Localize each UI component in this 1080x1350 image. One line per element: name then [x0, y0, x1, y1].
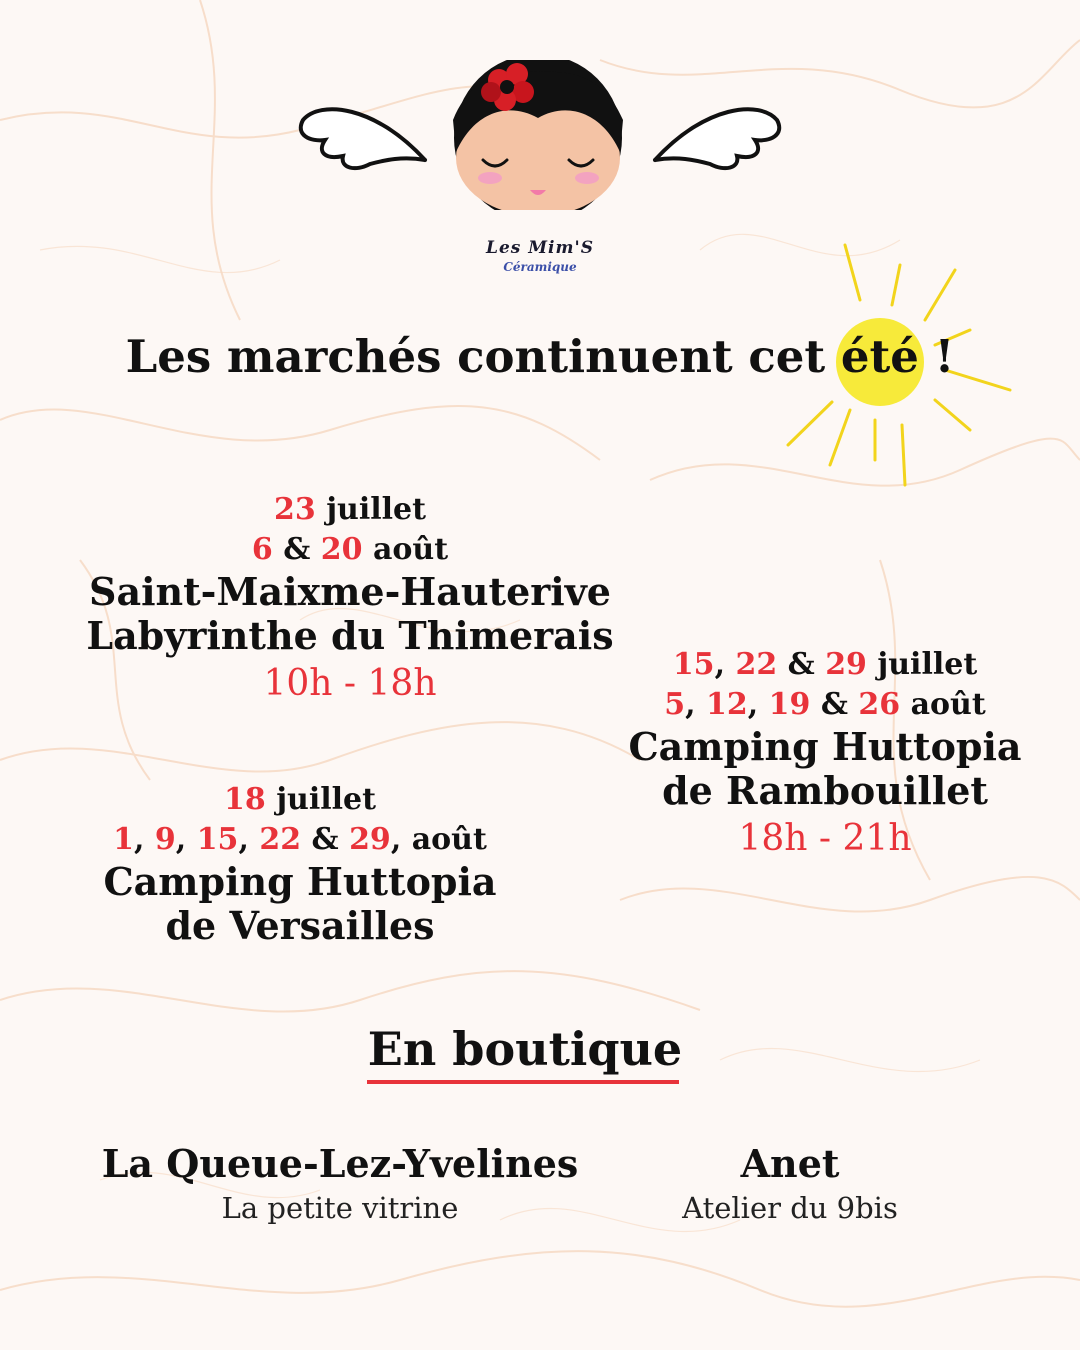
market-versailles [70, 780, 530, 948]
date-text: , [747, 687, 769, 722]
date-number: 22 [259, 822, 302, 857]
date-number: 23 [274, 492, 316, 527]
date-text: , [134, 822, 155, 857]
shop-name: Anet [740, 1141, 840, 1186]
market-rambouillet [610, 645, 1040, 863]
market-place: de Rambouillet [662, 768, 988, 813]
market-hours: 18h - 21h [738, 818, 912, 859]
date-text: , [175, 822, 197, 857]
market-dates-line [40, 530, 660, 570]
shop-la-queue [80, 1140, 600, 1228]
market-saint-maixme [40, 490, 660, 708]
shop-anet [620, 1140, 960, 1228]
shop-subtitle: Atelier du 9bis [682, 1191, 898, 1225]
date-text: , [685, 687, 707, 722]
market-place: de Versailles [165, 903, 435, 948]
date-text: , [714, 647, 736, 682]
market-dates-line [70, 780, 530, 820]
headline-text: Les marchés continuent cet [125, 330, 841, 383]
date-number: 18 [224, 782, 266, 817]
date-number: 22 [735, 647, 778, 682]
wing-icon [301, 109, 425, 168]
date-number: 29 [349, 822, 391, 857]
date-text: août [900, 687, 986, 722]
date-number: 6 [251, 532, 273, 567]
market-place: Labyrinthe du Thimerais [86, 613, 614, 658]
market-dates-line [610, 645, 1040, 685]
brand-subtitle: Céramique [503, 260, 577, 274]
market-hours: 10h - 18h [263, 663, 437, 704]
date-text: juillet [315, 492, 426, 527]
boutique-underline [367, 1080, 679, 1084]
brand-title: Les Mim'S [485, 238, 594, 258]
date-number: 1 [113, 822, 135, 857]
market-place: Saint-Maixme-Hauterive [89, 569, 611, 614]
market-place: Camping Huttopia [628, 724, 1022, 769]
date-number: 12 [706, 687, 748, 722]
brand-name [440, 238, 640, 274]
wing-icon [655, 109, 779, 168]
date-text: & [777, 647, 826, 682]
date-number: 15 [672, 647, 715, 682]
date-text: & [810, 687, 859, 722]
market-dates-line [70, 820, 530, 860]
angel-face-logo-icon [285, 60, 795, 210]
market-dates-line [40, 490, 660, 530]
date-number: 5 [664, 687, 686, 722]
shop-name: La Queue-Lez-Yvelines [101, 1141, 579, 1186]
shop-subtitle: La petite vitrine [221, 1191, 459, 1225]
date-number: 20 [320, 532, 363, 567]
date-text: juillet [866, 647, 978, 682]
headline-end: ! [918, 330, 955, 383]
date-number: 19 [768, 687, 811, 722]
date-number: 29 [825, 647, 867, 682]
boutique-title: En boutique [367, 1022, 683, 1076]
date-text: août [362, 532, 449, 567]
market-dates-line [610, 685, 1040, 725]
headline-highlight: été [840, 330, 919, 383]
date-text: & [301, 822, 350, 857]
date-text: & [272, 532, 321, 567]
date-number: 15 [196, 822, 239, 857]
headline [60, 330, 1020, 383]
date-number: 9 [154, 822, 176, 857]
date-number: 26 [858, 687, 901, 722]
date-text: , [238, 822, 260, 857]
market-place: Camping Huttopia [103, 859, 497, 904]
date-text: juillet [265, 782, 376, 817]
date-text: , août [390, 822, 487, 857]
